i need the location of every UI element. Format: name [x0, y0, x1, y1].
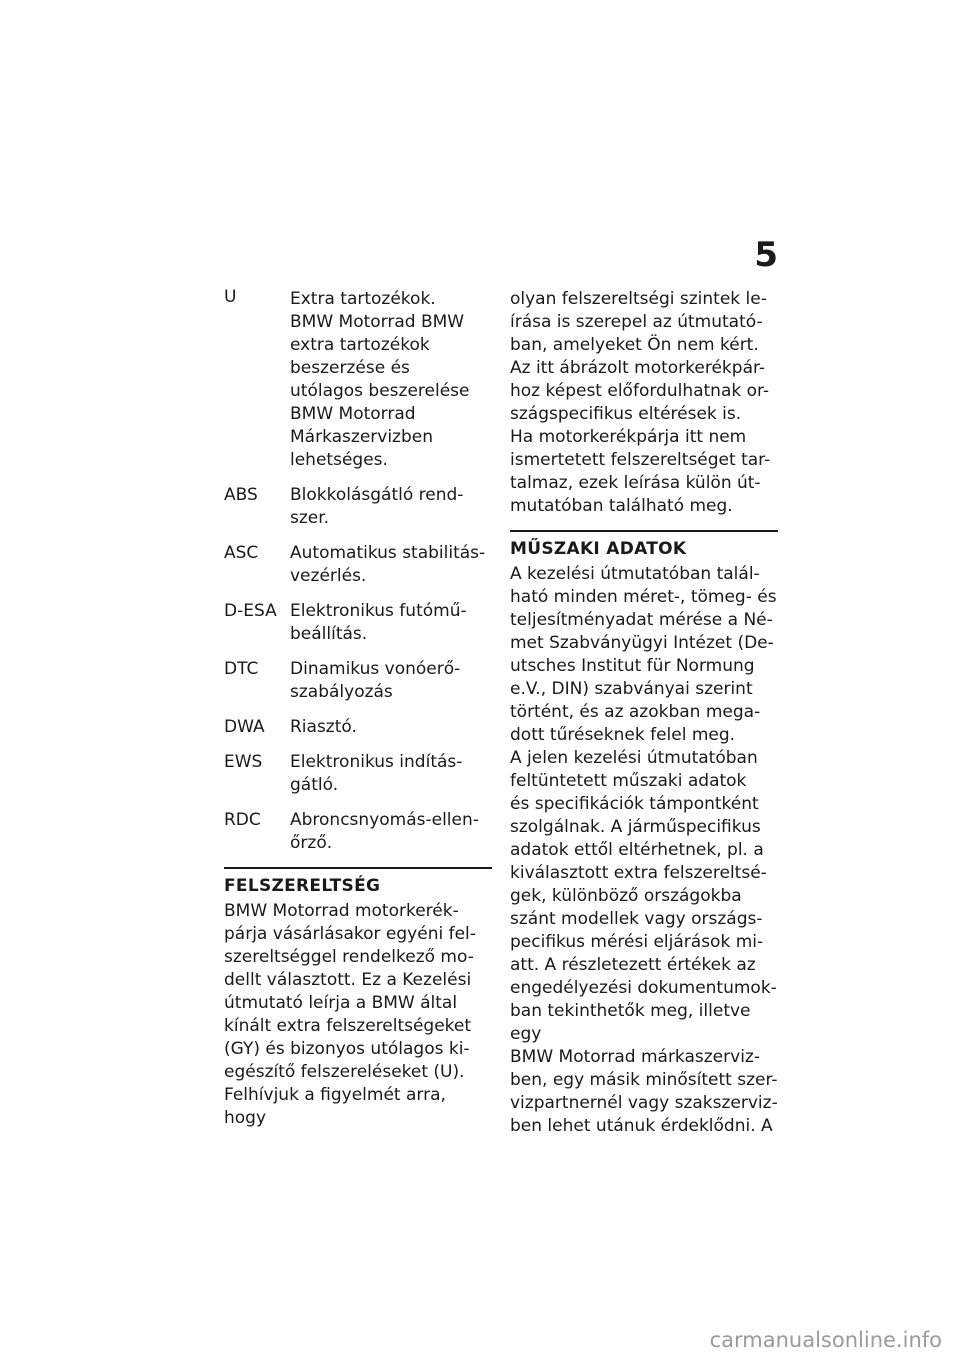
abbreviation-row	[224, 716, 492, 739]
page-number: 5	[754, 235, 778, 275]
abbreviation-row	[224, 751, 492, 797]
abbreviation-key: U	[224, 287, 237, 307]
muszaki-adatok-text: A kezelési útmutatóban talál- ható minden méret-, tömeg- és teljesítményadat mérése a Né- met Szabványügyi Intézet (De- utsches Institut für Normung e.V., DIN) szabványai szerint történt, és az azokban mega- dott tűréseknek felel meg. A jelen kezelési útmutatóban feltüntetett műszaki adatok és specifikációk támpontként szolgálnak. A járműspecifikus adatok ettől eltérhetnek, pl. a kiválasztott extra felszereltsé- gek, különböző országokba szánt modellek vagy országs- pecifikus mérési eljárások mi- att. A részletezett értékek az engedélyezési dokumentumok- ban tekinthetők meg, illetve egy BMW Motorrad márkaszerviz- ben, egy másik minősített szer- vizpartnernél vagy szakszerviz- ben lehet utánuk érdeklődni. A	[510, 564, 778, 1136]
abbreviation-key: ASC	[224, 543, 259, 563]
abbreviation-desc: Extra tartozékok. BMW Motorrad BMW extra tartozékok beszerzése és utólagos beszerelése BMW Motorrad Márkaszervizben lehetséges.	[290, 289, 470, 470]
abbreviation-key: DTC	[224, 659, 259, 679]
section-title-felszereltseg: FELSZERELTSÉG	[224, 876, 381, 896]
left-column	[224, 288, 492, 1130]
abbreviation-desc: Blokkolásgátló rend- szer.	[290, 485, 464, 528]
abbreviation-row	[224, 288, 492, 472]
abbreviation-key: DWA	[224, 717, 265, 737]
watermark-text: carmanualsonline.info	[709, 1328, 942, 1352]
abbreviation-row	[224, 484, 492, 530]
abbreviation-row	[224, 600, 492, 646]
abbreviation-desc: Riasztó.	[290, 717, 357, 737]
abbreviation-key: D-ESA	[224, 601, 277, 621]
abbreviation-row	[224, 658, 492, 704]
abbreviation-desc: Dinamikus vonóerő- szabályozás	[290, 659, 461, 702]
abbreviation-desc: Automatikus stabilitás- vezérlés.	[290, 543, 486, 586]
section-divider	[510, 530, 778, 532]
abbreviation-desc: Elektronikus futómű- beállítás.	[290, 601, 467, 644]
abbreviation-key: ABS	[224, 485, 258, 505]
abbreviation-desc: Elektronikus indítás- gátló.	[290, 752, 463, 795]
section-title-muszaki-adatok: MŰSZAKI ADATOK	[510, 539, 687, 559]
abbreviation-desc: Abroncsnyomás-ellen- őrző.	[290, 810, 479, 853]
right-column	[510, 288, 778, 1138]
abbreviation-key: RDC	[224, 810, 261, 830]
abbreviation-row	[224, 809, 492, 855]
section-divider	[224, 867, 492, 869]
abbreviation-row	[224, 542, 492, 588]
felszereltseg-continued-text: olyan felszereltségi szintek le- írása is szerepel az útmutató- ban, amelyeket Ön nem kért. Az itt ábrázolt motorkerékpár- hoz képest előfordulhatnak or- szágspecifikus eltérések is. Ha motorkerékpárja itt nem ismertetett felszereltséget tar- talmaz, ezek leírása külön út- mutatóban található meg.	[510, 289, 771, 516]
abbreviation-key: EWS	[224, 752, 263, 772]
felszereltseg-text: BMW Motorrad motorkerék- párja vásárlásakor egyéni fel- szereltséggel rendelkező mo- dellt választott. Ez a Kezelési útmutató leírja a BMW által kínált extra felszereltségeket (GY) és bizonyos utólagos ki- egészítő felszereléseket (U). Felhívjuk a figyelmét arra, hogy	[224, 901, 476, 1128]
